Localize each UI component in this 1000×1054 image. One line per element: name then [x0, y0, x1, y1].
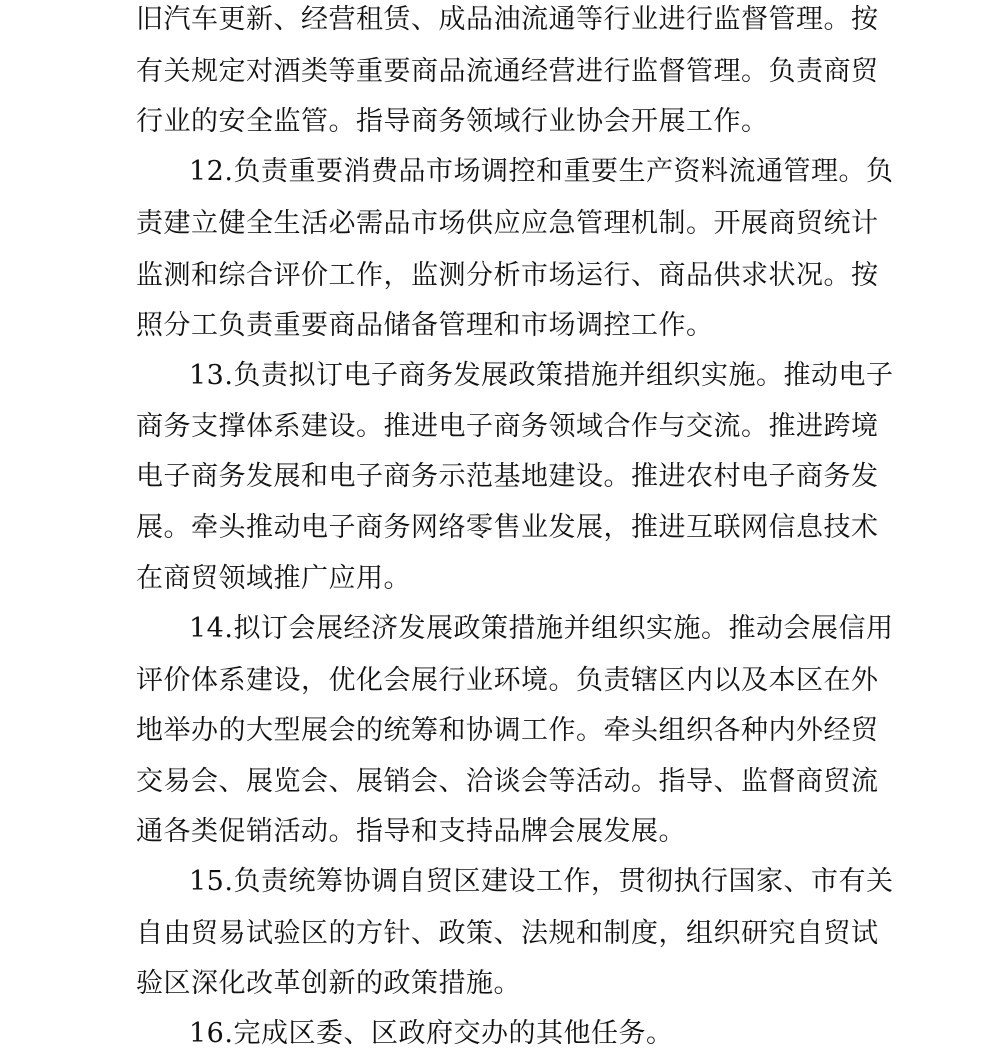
text-line: 责建立健全生活必需品市场供应应急管理机制。开展商贸统计 [136, 208, 879, 239]
text-line: 地举办的大型展会的统筹和协调工作。牵头组织各种内外经贸 [136, 715, 879, 746]
text-line: 电子商务发展和电子商务示范基地建设。推进农村电子商务发 [136, 461, 879, 492]
text-line: 在商贸领域推广应用。 [136, 563, 411, 594]
text-line: 自由贸易试验区的方针、政策、法规和制度，组织研究自贸试 [136, 918, 879, 949]
paragraph-12-first-line: 12.负责重要消费品市场调控和重要生产资料流通管理。负 [189, 156, 894, 187]
paragraph-15-first-line: 15.负责统筹协调自贸区建设工作，贯彻执行国家、市有关 [189, 866, 894, 897]
text-line: 验区深化改革创新的政策措施。 [136, 968, 521, 999]
text-line: 旧汽车更新、经营租赁、成品油流通等行业进行监督管理。按 [136, 4, 879, 35]
paragraph-13-first-line: 13.负责拟订电子商务发展政策措施并组织实施。推动电子 [189, 360, 894, 391]
paragraph-16-first-line: 16.完成区委、区政府交办的其他任务。 [189, 1018, 674, 1049]
text-line: 监测和综合评价工作，监测分析市场运行、商品供求状况。按 [136, 260, 879, 291]
text-line: 展。牵头推动电子商务网络零售业发展，推进互联网信息技术 [136, 512, 879, 543]
text-line: 行业的安全监管。指导商务领域行业协会开展工作。 [136, 106, 769, 137]
text-line: 商务支撑体系建设。推进电子商务领域合作与交流。推进跨境 [136, 411, 879, 442]
paragraph-14-first-line: 14.拟订会展经济发展政策措施并组织实施。推动会展信用 [189, 613, 894, 644]
text-line: 照分工负责重要商品储备管理和市场调控工作。 [136, 310, 714, 341]
text-line: 交易会、展览会、展销会、洽谈会等活动。指导、监督商贸流 [136, 766, 879, 797]
text-line: 评价体系建设，优化会展行业环境。负责辖区内以及本区在外 [136, 665, 879, 696]
text-line: 通各类促销活动。指导和支持品牌会展发展。 [136, 816, 686, 847]
text-line: 有关规定对酒类等重要商品流通经营进行监督管理。负责商贸 [136, 56, 879, 87]
